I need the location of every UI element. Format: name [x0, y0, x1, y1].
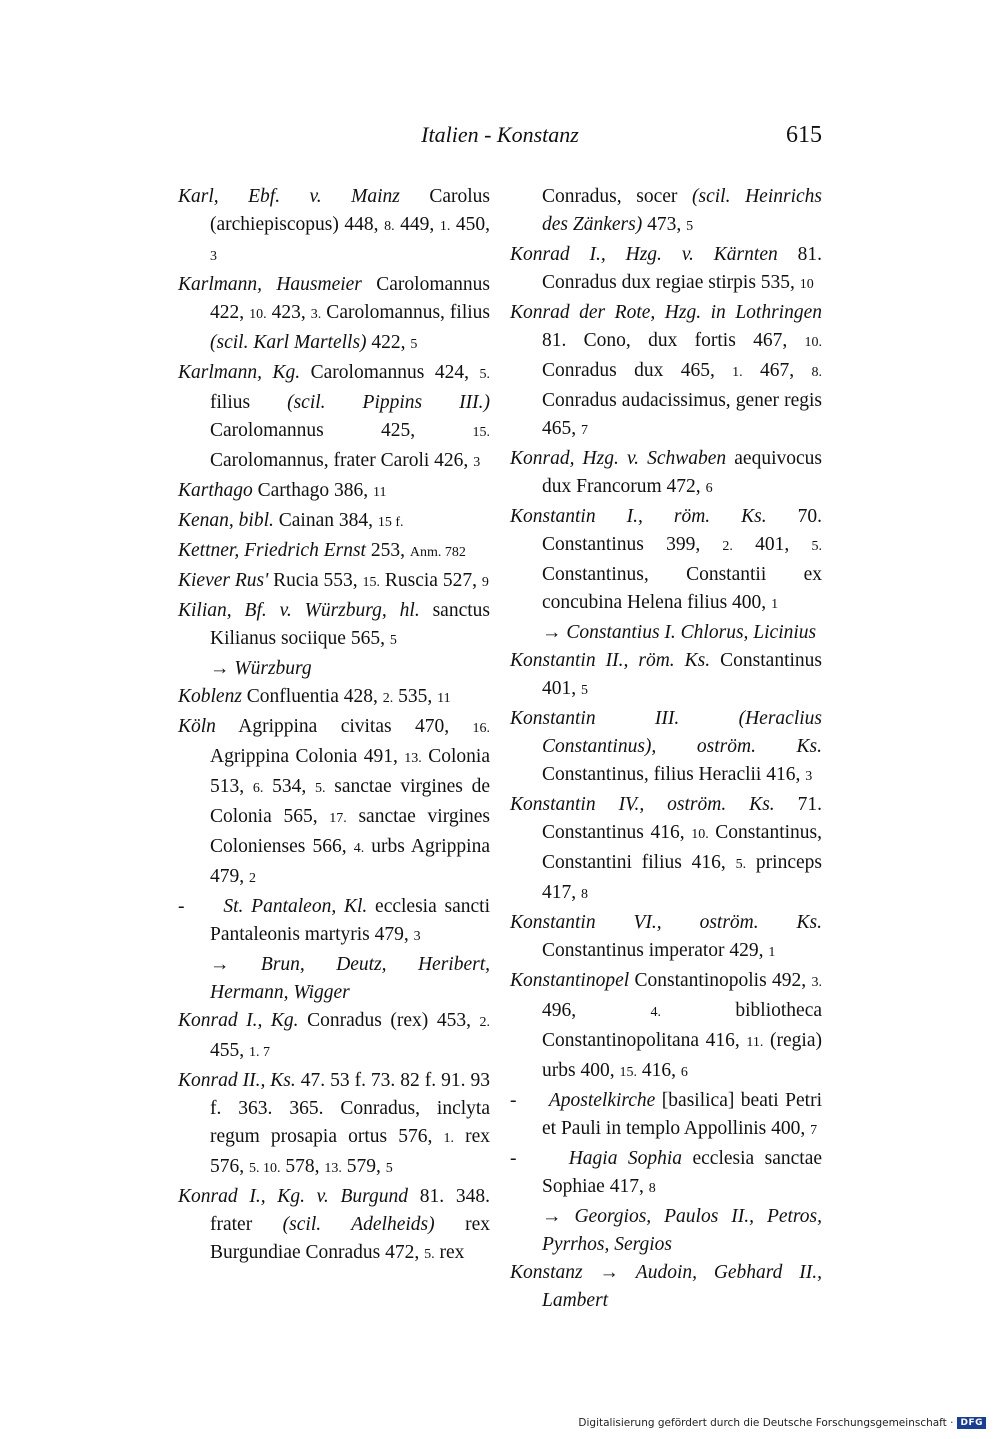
index-subentry-st-pantaleon: - St. Pantaleon, Kl. ecclesia sancti Pantaleonis martyris 479, 3	[178, 896, 491, 945]
index-entry-konrad-kaernten: Konrad I., Hzg. v. Kärnten 81. Conradus dux regiae stirpis 535, 10	[510, 244, 823, 293]
page-number: 615	[786, 122, 822, 148]
index-entry-konrad-i-kg: Konrad I., Kg. Conradus (rex) 453, 2. 455, 1. 7	[178, 1010, 490, 1061]
index-entry-karlmann-kg: Karlmann, Kg. Carolomannus 424, 5. filius (scil. Pippins III.) Carolomannus 425, 15. Carolomannus, frater Caroli 426, 3	[178, 362, 490, 471]
cross-reference: → Georgios, Paulos II., Petros, Pyrrhos, Sergios	[542, 1206, 823, 1255]
arrow-icon: →	[542, 622, 562, 643]
digitization-footer	[578, 1417, 986, 1429]
index-entry-kenan: Kenan, bibl. Cainan 384, 15 f.	[178, 510, 404, 531]
index-entry-konstanz: Konstanz → Audoin, Gebhard II., Lambert	[510, 1262, 822, 1311]
cross-reference: → Constantius I. Chlorus, Licinius	[542, 622, 817, 643]
index-column-left	[178, 183, 490, 1269]
index-column-right	[510, 183, 822, 1315]
index-entry-konrad-burgund: Konrad I., Kg. v. Burgund 81. 348. frater (scil. Adelheids) rex Burgundiae Conradus 472, 5. rex	[178, 1186, 490, 1263]
index-entry-karl: Karl, Ebf. v. Mainz Carolus (archiepiscopus) 448, 8. 449, 1. 450, 3	[178, 186, 491, 264]
arrow-icon: →	[210, 658, 230, 679]
index-entry-konrad-schwaben: Konrad, Hzg. v. Schwaben aequivocus dux Francorum 472, 6	[510, 448, 822, 497]
index-entry-continuation: Conradus, socer (scil. Heinrichs des Zänkers) 473, 5	[542, 186, 822, 235]
index-entry-konstantin-iii: Konstantin III. (Heraclius Constantinus), oström. Ks. Constantinus, filius Heraclii 416, 3	[510, 708, 822, 785]
index-entry-kiever-rus: Kiever Rus' Rucia 553, 15. Ruscia 527, 9	[178, 570, 489, 591]
index-entry-koeln: Köln Agrippina civitas 470, 16. Agrippina Colonia 491, 13. Colonia 513, 6. 534, 5. sanctae virgines de Colonia 565, 17. sanctae virgines Colonienses 566, 4. urbs Agrippina 479, 2	[178, 716, 490, 887]
index-entry-konrad-der-rote: Konrad der Rote, Hzg. in Lothringen 81. Cono, dux fortis 467, 10. Conradus dux 465, 1. 467, 8. Conradus audacissimus, gener regis 465, 7	[510, 302, 822, 439]
index-subentry-apostelkirche: - Apostelkirche [basilica] beati Petri et Pauli in templo Appollinis 400, 7	[510, 1090, 822, 1139]
dfg-logo: DFG	[957, 1417, 986, 1429]
index-entry-kilian: Kilian, Bf. v. Würzburg, hl. sanctus Kilianus sociique 565, 5	[178, 600, 491, 649]
index-entry-karlmann-hausmeier: Karlmann, Hausmeier Carolomannus 422, 10. 423, 3. Carolomannus, filius (scil. Karl Martells) 422, 5	[178, 274, 491, 353]
index-entry-konstantin-ii: Konstantin II., röm. Ks. Constantinus 401, 5	[510, 650, 822, 699]
index-subentry-hagia-sophia: - Hagia Sophia ecclesia sanctae Sophiae 417, 8	[510, 1148, 822, 1197]
index-entry-kettner: Kettner, Friedrich Ernst 253, Anm. 782	[178, 540, 466, 561]
running-header-title: Italien - Konstanz	[421, 122, 579, 147]
cross-reference: → Würzburg	[210, 658, 312, 679]
index-entry-konstantinopel: Konstantinopel Constantinopolis 492, 3. 496, 4. bibliotheca Constantinopolitana 416, 11. (regia) urbs 400, 15. 416, 6	[510, 970, 823, 1081]
index-entry-konrad-ii-ks: Konrad II., Ks. 47. 53 f. 73. 82 f. 91. 93 f. 363. 365. Conradus, inclyta regum prosapia ortus 576, 1. rex 576, 5. 10. 578, 13. 579, 5	[178, 1070, 490, 1177]
index-entry-koblenz: Koblenz Confluentia 428, 2. 535, 11	[178, 686, 451, 707]
footer-text: Digitalisierung gefördert durch die Deutsche Forschungsgemeinschaft ·	[578, 1417, 954, 1429]
cross-reference: → Brun, Deutz, Heribert, Hermann, Wigger	[210, 954, 490, 1003]
index-entry-karthago: Karthago Carthago 386, 11	[178, 480, 387, 501]
arrow-icon: →	[542, 1206, 562, 1227]
index-entry-konstantin-vi: Konstantin VI., oström. Ks. Constantinus imperator 429, 1	[510, 912, 822, 961]
arrow-icon: →	[210, 954, 230, 975]
index-entry-konstantin-iv: Konstantin IV., oström. Ks. 71. Constantinus 416, 10. Constantinus, Constantini filius 416, 5. princeps 417, 8	[510, 794, 823, 903]
index-entry-konstantin-i: Konstantin I., röm. Ks. 70. Constantinus 399, 2. 401, 5. Constantinus, Constantii ex concubina Helena filius 400, 1	[510, 506, 823, 613]
